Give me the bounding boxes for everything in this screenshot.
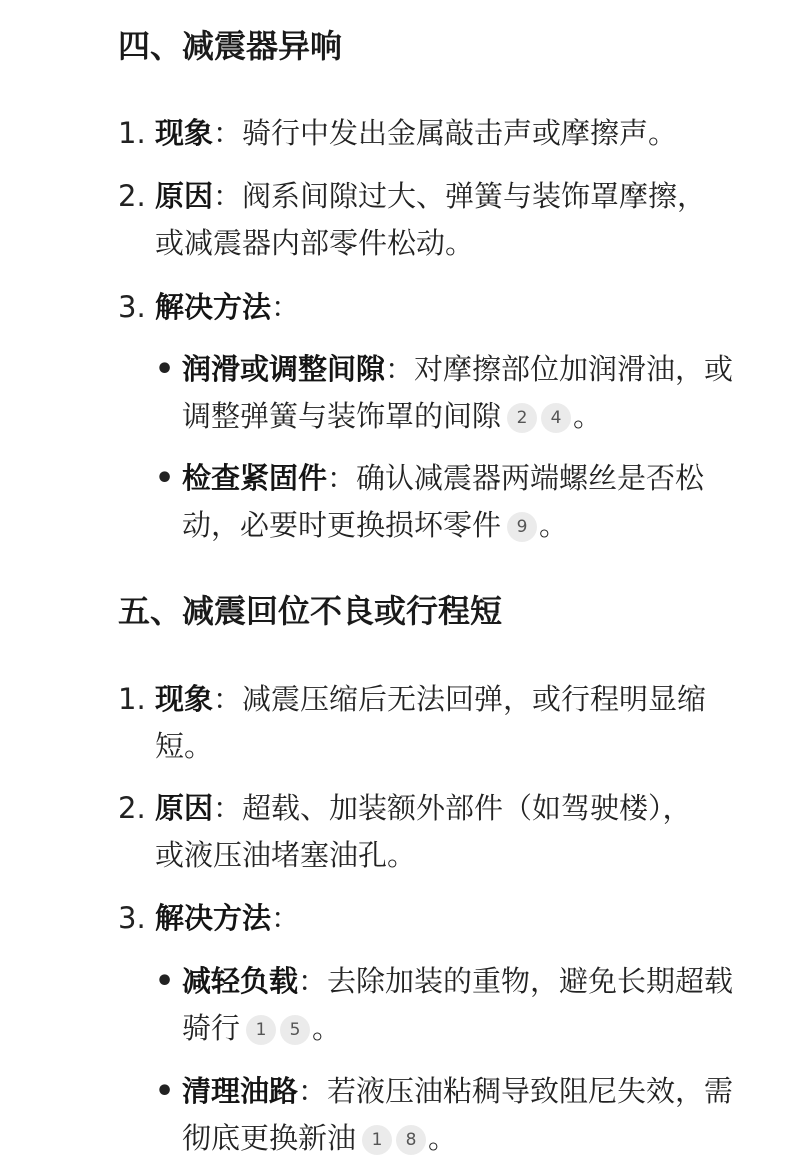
item-label: 现象 [155, 682, 214, 716]
bullet-text: 若液压油粘稠导致阻尼失效，需彻底更换新油 [182, 1074, 734, 1155]
section-title: 四、减震器异响 [118, 27, 343, 65]
bullet-text: 确认减震器两端螺丝是否松动，必要时更换损坏零件 [182, 461, 705, 542]
item-separator: ： [213, 179, 243, 213]
list-item-solution [118, 895, 758, 942]
list-number: 2. [118, 179, 146, 213]
section-title: 五、减震回位不良或行程短 [118, 592, 503, 630]
bullet-label: 减轻负载 [182, 964, 299, 998]
item-label: 现象 [155, 116, 214, 150]
bullet-marker: • [155, 461, 175, 496]
item-label: 原因 [155, 791, 214, 825]
list-item-phenomenon [118, 676, 758, 770]
list-number: 1. [118, 116, 146, 150]
bullet-separator: ： [385, 352, 415, 386]
bullet-item-fasteners [155, 455, 755, 549]
item-text: 阀系间隙过大、弹簧与装饰罩摩擦，或减震器内部零件松动。 [155, 179, 707, 260]
item-text: 骑行中发出金属敲击声或摩擦声。 [242, 116, 678, 150]
item-separator: ： [271, 290, 301, 324]
bullet-item-lubricate [155, 346, 755, 440]
item-text: 减震压缩后无法回弹，或行程明显缩短。 [155, 682, 707, 763]
citation-badge[interactable]: 5 [280, 1015, 310, 1045]
bullet-label: 清理油路 [182, 1074, 299, 1108]
bullet-separator: ： [327, 461, 357, 495]
item-separator: ： [213, 791, 243, 825]
list-item-solution [118, 284, 758, 331]
bullet-text: 去除加装的重物，避免长期超载骑行 [182, 964, 734, 1045]
list-number: 3. [118, 901, 146, 935]
list-number: 2. [118, 791, 146, 825]
citation-badge[interactable]: 9 [507, 512, 537, 542]
citation-badge[interactable]: 8 [396, 1125, 426, 1155]
bullet-marker: • [155, 352, 175, 387]
bullet-marker: • [155, 1074, 175, 1109]
list-item-cause [118, 785, 693, 879]
bullet-item-clean-oil [155, 1068, 735, 1162]
bullet-marker: • [155, 964, 175, 999]
list-item-phenomenon [118, 110, 758, 157]
bullet-label: 检查紧固件 [182, 461, 328, 495]
citation-badge[interactable]: 1 [362, 1125, 392, 1155]
list-number: 1. [118, 682, 146, 716]
bullet-end-punct: 。 [539, 508, 569, 542]
bullet-separator: ： [298, 964, 328, 998]
item-separator: ： [213, 116, 243, 150]
item-text: 超载、加装额外部件（如驾驶楼），或液压油堵塞油孔。 [155, 791, 692, 872]
citation-badge[interactable]: 1 [246, 1015, 276, 1045]
bullet-end-punct: 。 [312, 1011, 342, 1045]
item-separator: ： [213, 682, 243, 716]
item-separator: ： [271, 901, 301, 935]
item-label: 原因 [155, 179, 214, 213]
bullet-item-reduce-load [155, 958, 755, 1052]
bullet-label: 润滑或调整间隙 [182, 352, 386, 386]
item-label: 解决方法 [155, 290, 272, 324]
citation-badge[interactable]: 4 [541, 403, 571, 433]
bullet-text: 对摩擦部位加润滑油，或调整弹簧与装饰罩的间隙 [182, 352, 734, 433]
bullet-end-punct: 。 [573, 399, 603, 433]
bullet-separator: ： [298, 1074, 328, 1108]
list-number: 3. [118, 290, 146, 324]
list-item-cause [118, 173, 728, 267]
item-label: 解决方法 [155, 901, 272, 935]
bullet-end-punct: 。 [428, 1121, 458, 1155]
citation-badge[interactable]: 2 [507, 403, 537, 433]
